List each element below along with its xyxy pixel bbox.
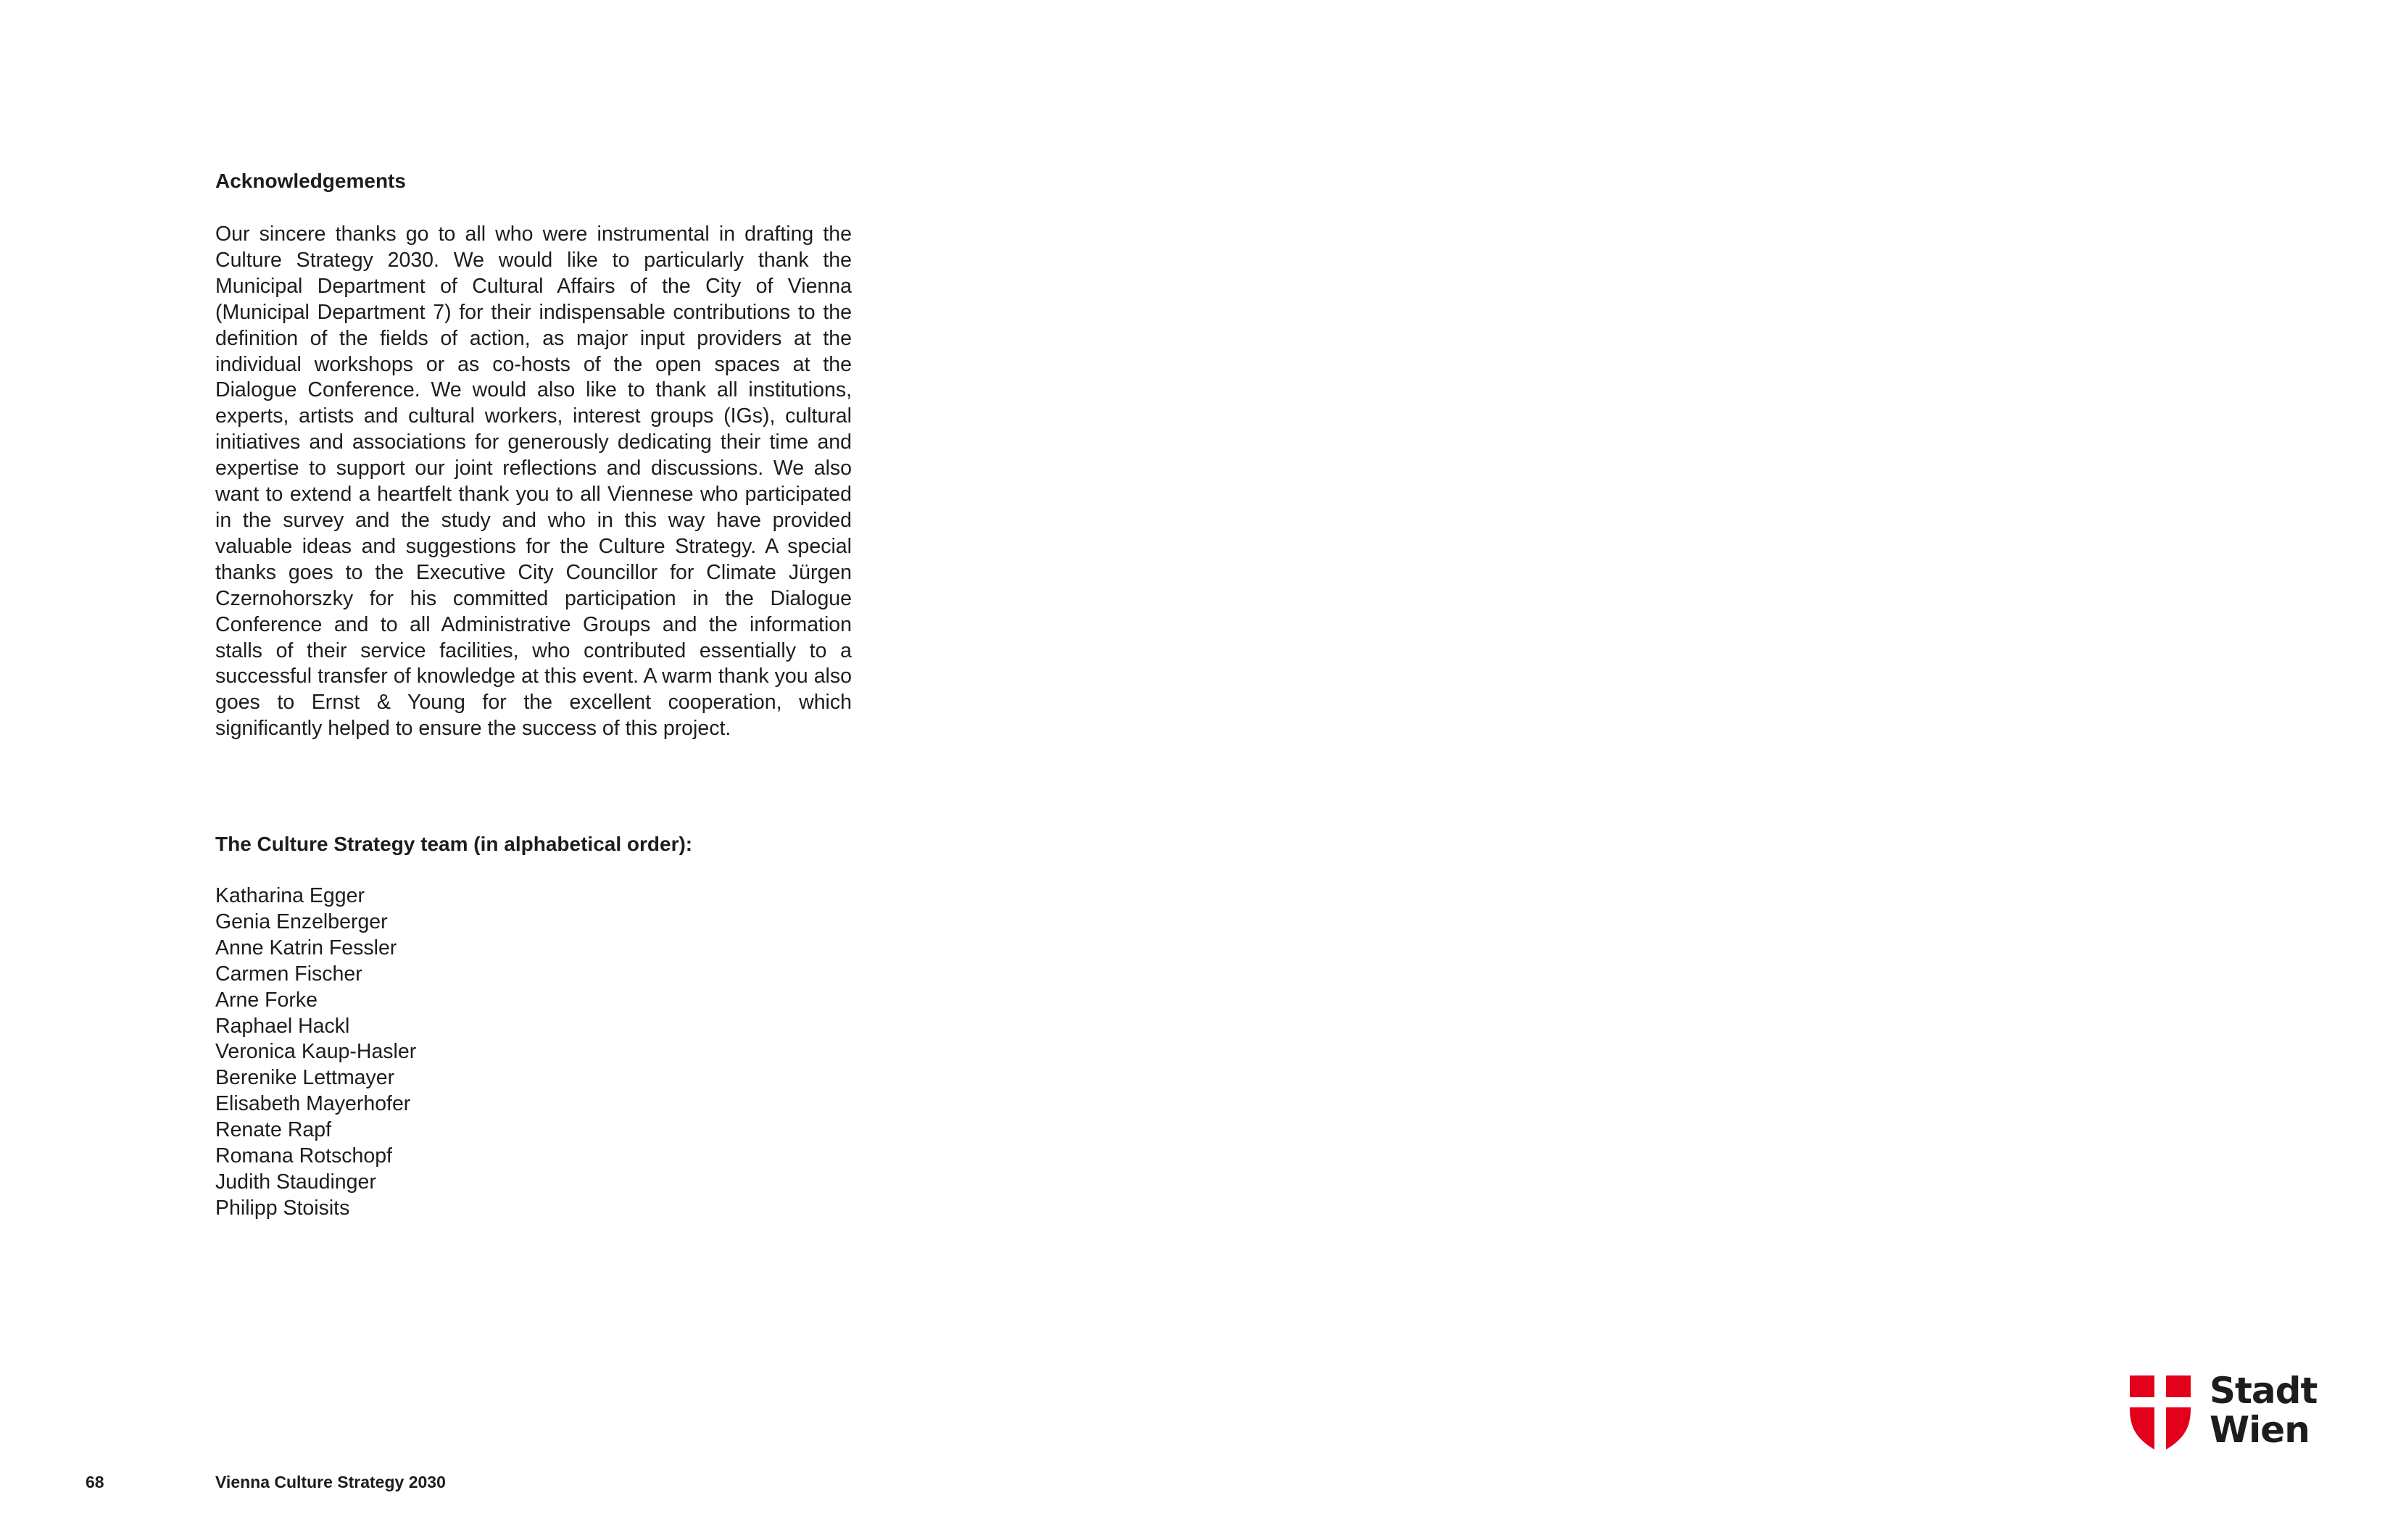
team-member: Veronica Kaup-Hasler — [215, 1040, 417, 1064]
team-member: Judith Staudinger — [215, 1170, 376, 1194]
section-heading: Acknowledgements — [215, 170, 406, 192]
vienna-shield-icon — [2130, 1375, 2191, 1451]
page-number: 68 — [86, 1473, 104, 1491]
team-member: Elisabeth Mayerhofer — [215, 1092, 411, 1116]
stadt-wien-logo — [2130, 1370, 2318, 1454]
acknowledgements-text: Our sincere thanks go to all who were instrumental in drafting the Culture Strategy 2030. We would like to particularly thank the Municipal Department of Cultural Affairs of the City of Vienna (Municipal Department 7) for their indispensable contributions to the definition of the fields of action, as major input providers at the individual workshops or as co-hosts of the open spaces at the Dialogue Conference. We would also like to thank all institutions, experts, artists and cultural workers, interest groups (IGs), cultural initiatives and associations for generously dedicating their time and expertise to support our joint reflections and discussions. We also want to extend a heartfelt thank you to all Viennese who participated in the survey and the study and who in this way have provided valuable ideas and suggestions for the Culture Strategy. A special thanks goes to the Executive City Councillor for Climate Jürgen Czernohorszky for his committed participation in the Dialogue Conference and to all Administrative Groups and the information stalls of their service facilities, who contributed essentially to a successful transfer of knowledge at this event. A warm thank you also goes to Ernst & Young for the excellent cooperation, which significantly helped to ensure the success of this project. — [215, 222, 852, 741]
team-member: Katharina Egger — [215, 884, 365, 907]
team-member: Philipp Stoisits — [215, 1196, 350, 1220]
team-member: Carmen Fischer — [215, 962, 362, 986]
team-member: Raphael Hackl — [215, 1014, 350, 1038]
team-member: Berenike Lettmayer — [215, 1066, 395, 1090]
footer-document-title: Vienna Culture Strategy 2030 — [215, 1473, 446, 1491]
team-member: Anne Katrin Fessler — [215, 936, 397, 960]
logo-wordmark — [2210, 1371, 2317, 1449]
logo-line-2: Wien — [2210, 1409, 2310, 1451]
team-member: Romana Rotschopf — [215, 1144, 392, 1168]
team-list — [215, 883, 416, 1222]
team-member: Renate Rapf — [215, 1118, 332, 1142]
logo-line-1: Stadt — [2210, 1370, 2318, 1412]
team-member: Arne Forke — [215, 988, 318, 1012]
team-member: Genia Enzelberger — [215, 910, 388, 933]
team-heading: The Culture Strategy team (in alphabetical order): — [215, 833, 693, 855]
